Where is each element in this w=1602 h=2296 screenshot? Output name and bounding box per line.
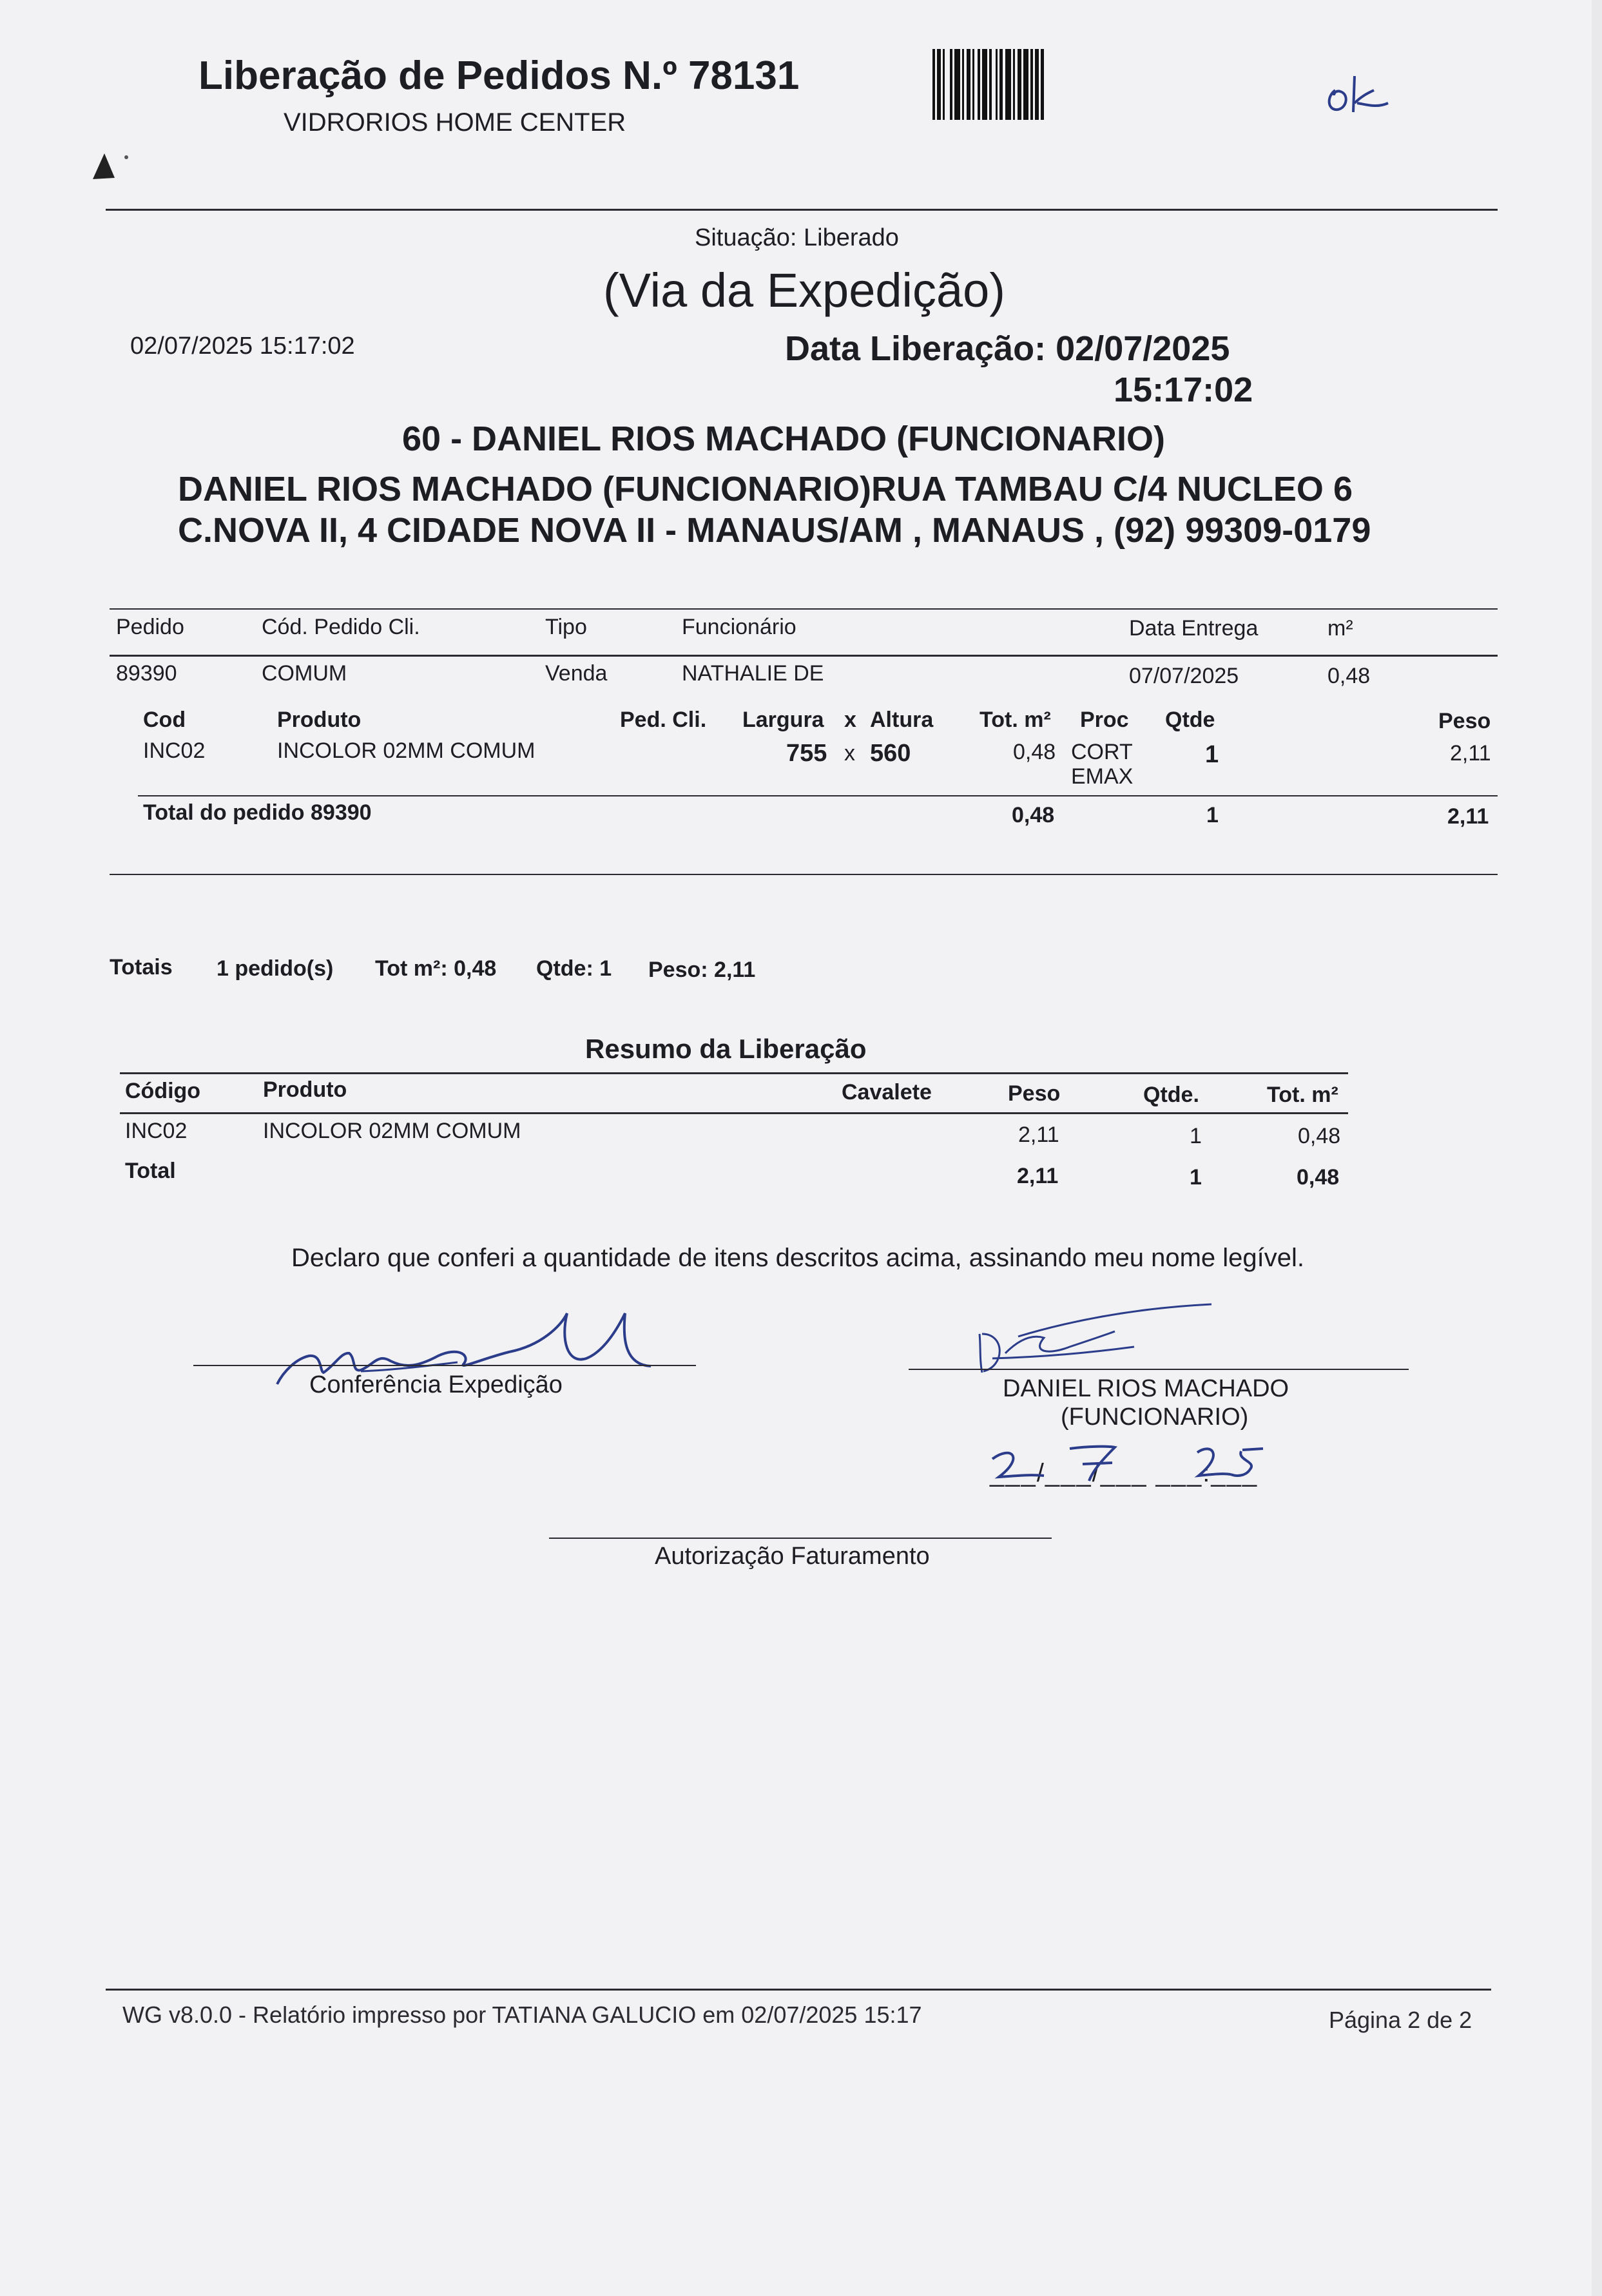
corner-smudge bbox=[86, 140, 131, 186]
item-tot-m2: 0,48 bbox=[1013, 740, 1056, 764]
order-m2: 0,48 bbox=[1327, 664, 1371, 688]
item-largura: 755 bbox=[786, 740, 827, 767]
release-time: 15:17:02 bbox=[1114, 371, 1253, 409]
item-header-cod: Cod bbox=[143, 708, 186, 732]
item-cod: INC02 bbox=[143, 738, 206, 763]
summary-produto: INCOLOR 02MM COMUM bbox=[263, 1119, 521, 1143]
order-tipo: Venda bbox=[545, 661, 608, 686]
col-header-m2: m² bbox=[1327, 616, 1353, 641]
authorization-label: Autorização Faturamento bbox=[655, 1543, 930, 1570]
status-text: Situação: Liberado bbox=[695, 224, 899, 251]
footer-rule bbox=[106, 1989, 1491, 1991]
via-title: (Via da Expedição) bbox=[603, 264, 1005, 317]
summary-header-qtde: Qtde. bbox=[1143, 1083, 1199, 1107]
summary-header-codigo: Código bbox=[125, 1079, 201, 1103]
barcode-bar bbox=[1023, 49, 1028, 120]
item-header-largura: Largura bbox=[742, 708, 824, 732]
summary-total-label: Total bbox=[125, 1159, 176, 1183]
item-produto: INCOLOR 02MM COMUM bbox=[277, 738, 536, 763]
order-table-header-rule bbox=[110, 655, 1498, 657]
summary-total-peso: 2,11 bbox=[1017, 1164, 1059, 1188]
item-header-ped-cli: Ped. Cli. bbox=[620, 708, 707, 732]
conference-signature-line bbox=[193, 1365, 696, 1366]
summary-total-qtde: 1 bbox=[1190, 1165, 1202, 1190]
summary-peso: 2,11 bbox=[1018, 1123, 1059, 1147]
item-header-altura: Altura bbox=[870, 708, 934, 732]
summary-total-m2: 0,48 bbox=[1297, 1165, 1340, 1190]
item-header-peso: Peso bbox=[1438, 709, 1491, 733]
document-title: Liberação de Pedidos N.º 78131 bbox=[198, 53, 800, 98]
authorization-line bbox=[549, 1538, 1052, 1539]
company-name: VIDRORIOS HOME CENTER bbox=[284, 108, 626, 137]
item-proc-2: EMAX bbox=[1071, 764, 1134, 789]
col-header-data-entrega: Data Entrega bbox=[1129, 616, 1259, 641]
order-total-m2: 0,48 bbox=[1012, 803, 1055, 827]
client-address-line2: C.NOVA II, 4 CIDADE NOVA II - MANAUS/AM , MANAUS , (92) 99309-0179 bbox=[178, 511, 1371, 550]
summary-header-peso: Peso bbox=[1008, 1081, 1061, 1106]
summary-header-cavalete: Cavalete bbox=[842, 1080, 932, 1105]
signature-client bbox=[967, 1295, 1224, 1379]
order-total-qtde: 1 bbox=[1206, 803, 1219, 827]
barcode-bar bbox=[982, 49, 987, 120]
order-cod-cli: COMUM bbox=[262, 661, 347, 686]
order-table-top-rule bbox=[110, 608, 1498, 610]
handwritten-ok-mark bbox=[1321, 71, 1398, 122]
client-heading: 60 - DANIEL RIOS MACHADO (FUNCIONARIO) bbox=[402, 420, 1166, 458]
items-total-rule bbox=[138, 795, 1498, 796]
col-header-cod-cli: Cód. Pedido Cli. bbox=[262, 615, 420, 639]
summary-title: Resumo da Liberação bbox=[585, 1034, 867, 1064]
client-signature-line bbox=[909, 1369, 1409, 1370]
order-data-entrega: 07/07/2025 bbox=[1129, 664, 1239, 688]
footer-printed-by: WG v8.0.0 - Relatório impresso por TATIANA GALUCIO em 02/07/2025 15:17 bbox=[122, 2002, 922, 2028]
order-block-end-rule bbox=[110, 874, 1498, 875]
order-pedido: 89390 bbox=[116, 661, 177, 686]
summary-qtde: 1 bbox=[1190, 1124, 1202, 1148]
print-datetime: 02/07/2025 15:17:02 bbox=[130, 333, 355, 360]
item-proc-1: CORT bbox=[1071, 740, 1133, 764]
summary-codigo: INC02 bbox=[125, 1119, 188, 1143]
item-header-tot-m2: Tot. m² bbox=[980, 708, 1051, 732]
totals-pedidos: 1 pedido(s) bbox=[217, 956, 334, 981]
barcode-bar bbox=[1005, 49, 1011, 120]
item-altura: 560 bbox=[870, 740, 911, 767]
header-divider bbox=[106, 209, 1498, 211]
client-name-line2: (FUNCIONARIO) bbox=[1061, 1404, 1249, 1431]
totals-label: Totais bbox=[110, 955, 173, 979]
item-peso: 2,11 bbox=[1450, 741, 1491, 766]
handwritten-date bbox=[986, 1438, 1295, 1490]
barcode-bar bbox=[954, 49, 960, 120]
conference-label: Conferência Expedição bbox=[309, 1371, 563, 1398]
date-time-blank: ___/___/___ ___:___ bbox=[990, 1459, 1259, 1487]
order-funcionario: NATHALIE DE bbox=[682, 661, 824, 686]
release-date: Data Liberação: 02/07/2025 bbox=[785, 329, 1230, 368]
summary-header-tot-m2: Tot. m² bbox=[1267, 1083, 1338, 1107]
totals-m2: Tot m²: 0,48 bbox=[375, 956, 497, 981]
item-header-qtde: Qtde bbox=[1165, 708, 1215, 732]
col-header-funcionario: Funcionário bbox=[682, 615, 796, 639]
col-header-tipo: Tipo bbox=[545, 615, 587, 639]
client-name-line1: DANIEL RIOS MACHADO bbox=[1003, 1375, 1289, 1402]
barcode bbox=[932, 49, 1180, 120]
summary-header-rule bbox=[120, 1112, 1348, 1114]
item-header-produto: Produto bbox=[277, 708, 362, 732]
barcode-bar bbox=[1044, 49, 1047, 120]
declaration-text: Declaro que conferi a quantidade de itens descritos acima, assinando meu nome legível. bbox=[291, 1244, 1305, 1272]
footer-page-number: Página 2 de 2 bbox=[1329, 2007, 1472, 2033]
item-qtde: 1 bbox=[1205, 741, 1219, 768]
summary-top-rule bbox=[120, 1072, 1348, 1074]
totals-qtde: Qtde: 1 bbox=[536, 956, 612, 981]
order-total-label: Total do pedido 89390 bbox=[143, 800, 372, 825]
order-total-peso: 2,11 bbox=[1447, 804, 1489, 829]
summary-header-produto: Produto bbox=[263, 1077, 347, 1102]
item-x: x bbox=[844, 741, 855, 766]
col-header-pedido: Pedido bbox=[116, 615, 184, 639]
barcode-bar bbox=[945, 49, 950, 120]
totals-peso: Peso: 2,11 bbox=[648, 958, 756, 982]
item-header-x: x bbox=[844, 708, 856, 732]
client-address-line1: DANIEL RIOS MACHADO (FUNCIONARIO)RUA TAMBAU C/4 NUCLEO 6 bbox=[178, 470, 1353, 508]
summary-tot-m2: 0,48 bbox=[1298, 1124, 1341, 1148]
item-header-proc: Proc bbox=[1080, 708, 1129, 732]
